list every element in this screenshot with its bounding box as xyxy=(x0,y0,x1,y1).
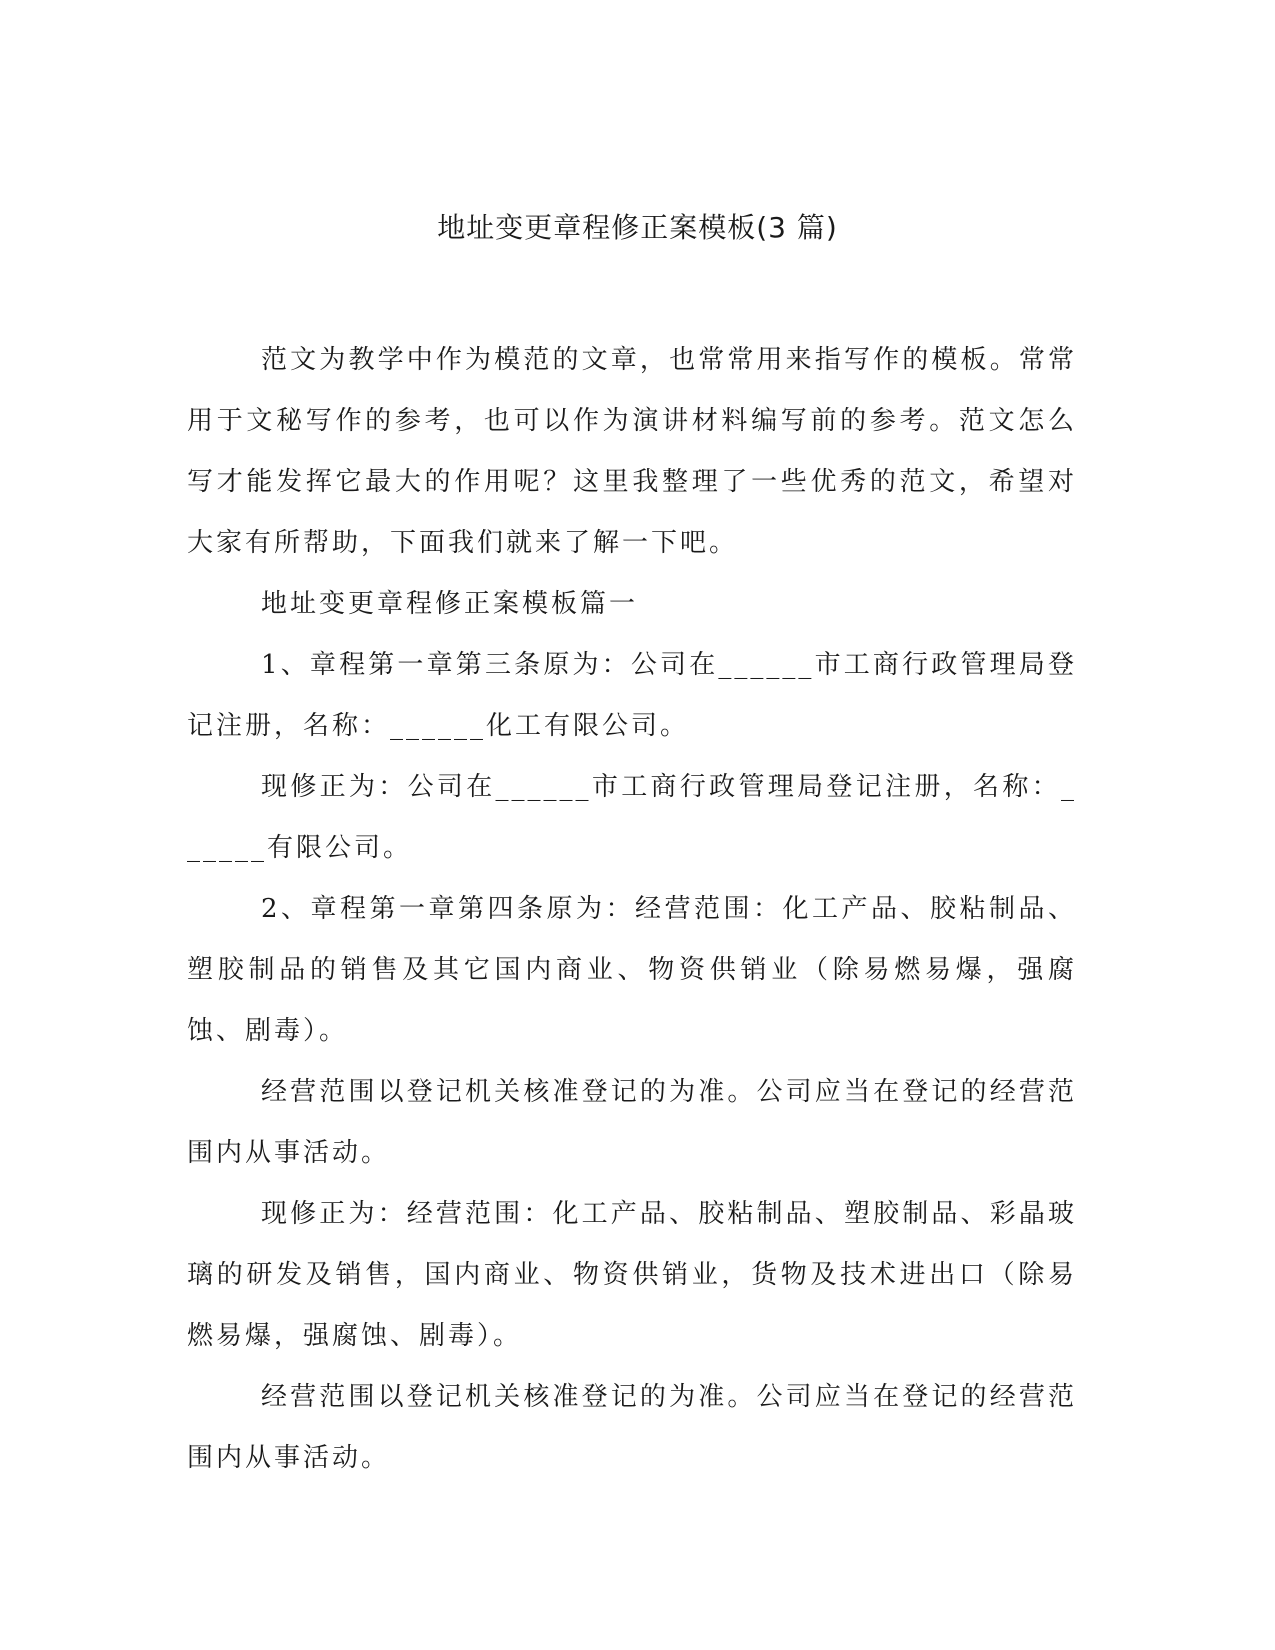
clause-1-original: 1、章程第一章第三条原为：公司在______市工商行政管理局登记注册，名称：______化工有限公司。 xyxy=(187,650,1077,741)
clause-2-amended-note: 经营范围以登记机关核准登记的为准。公司应当在登记的经营范围内从事活动。 xyxy=(187,1382,1077,1473)
intro-paragraph: 范文为教学中作为模范的文章，也常常用来指写作的模板。常常用于文秘写作的参考，也可以作为演讲材料编写前的参考。范文怎么写才能发挥它最大的作用呢？这里我整理了一些优秀的范文，希望对大家有所帮助，下面我们就来了解一下吧。 xyxy=(187,345,1077,558)
clause-2-original: 2、章程第一章第四条原为：经营范围：化工产品、胶粘制品、塑胶制品的销售及其它国内商业、物资供销业（除易燃易爆，强腐蚀、剧毒）。 xyxy=(187,894,1077,1046)
document-title: 地址变更章程修正案模板(3 篇) xyxy=(437,211,838,244)
clause-2-original-note: 经营范围以登记机关核准登记的为准。公司应当在登记的经营范围内从事活动。 xyxy=(187,1077,1077,1168)
clause-1-amended: 现修正为：公司在______市工商行政管理局登记注册，名称：______有限公司。 xyxy=(187,772,1077,863)
document-body xyxy=(187,330,1077,1489)
section-heading: 地址变更章程修正案模板篇一 xyxy=(261,589,639,619)
clause-2-amended: 现修正为：经营范围：化工产品、胶粘制品、塑胶制品、彩晶玻璃的研发及销售，国内商业、物资供销业，货物及技术进出口（除易燃易爆，强腐蚀、剧毒）。 xyxy=(187,1199,1077,1351)
